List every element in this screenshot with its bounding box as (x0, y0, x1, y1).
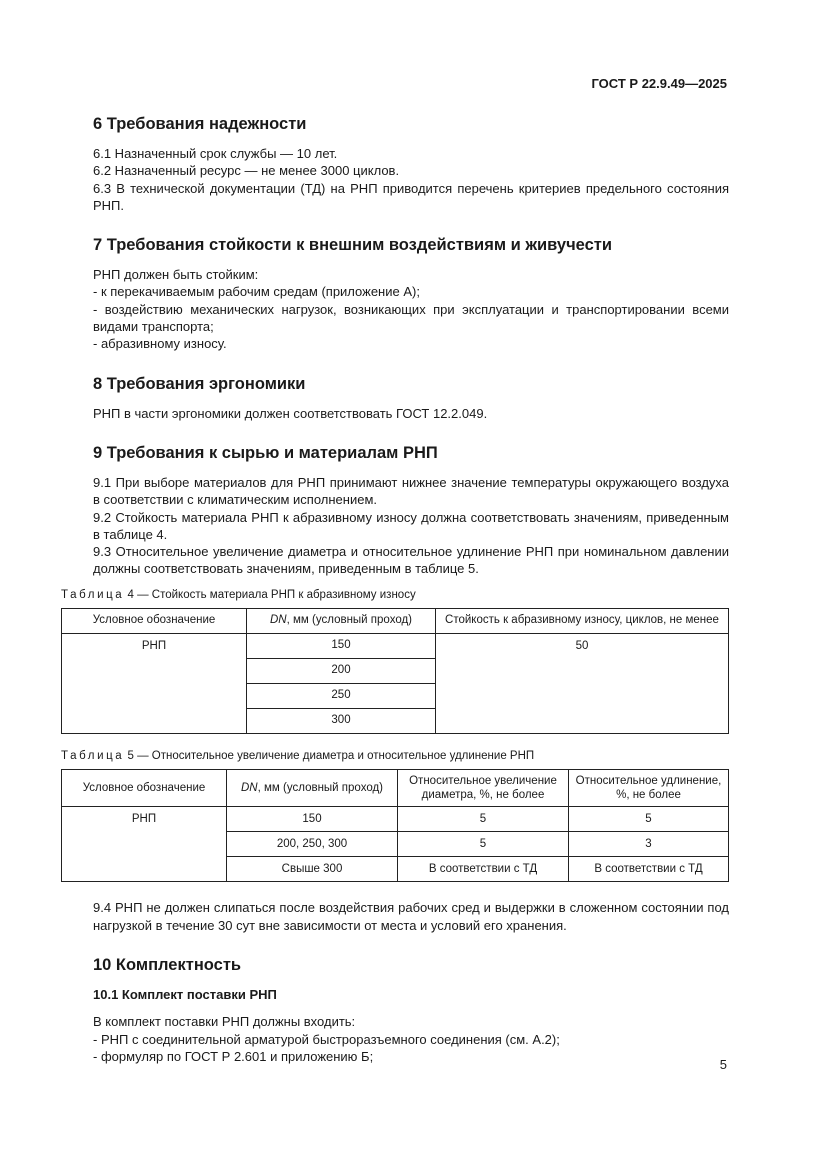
list-item: - абразивному износу. (93, 336, 227, 352)
designation-cell: РНП (62, 807, 227, 882)
standard-number: ГОСТ Р 22.9.49—2025 (591, 76, 727, 91)
header-italic: DN (270, 614, 287, 627)
page-content (61, 113, 729, 1065)
paragraph: 9.1 При выборе материалов для РНП принимают нижнее значение температуры окружающего воздуха в соответствии с климатическим исполнением. (93, 474, 729, 508)
table-5-caption (61, 748, 729, 765)
page-number: 5 (719, 1057, 727, 1072)
header-cell: Стойкость к абразивному износу, циклов, не менее (436, 609, 729, 634)
table-4-caption (61, 587, 729, 604)
paragraph: РНП должен быть стойким: (93, 267, 259, 283)
paragraph: 9.4 РНП не должен слипаться после воздействия рабочих сред и выдержки в сложенном состоянии под нагрузкой в течение 30 сут вне зависимости от места и условий его хранения. (93, 900, 729, 933)
increase-cell: В соответствии с ТД (398, 857, 569, 882)
paragraph: 9.2 Стойкость материала РНП к абразивному износу должна соответствовать значениям, приведенным в таблице 4. (93, 509, 729, 542)
designation-cell: РНП (62, 634, 247, 734)
list-item: - формуляр по ГОСТ Р 2.601 и приложению Б; (93, 1048, 374, 1064)
increase-cell: 5 (398, 807, 569, 832)
paragraph: 6.1 Назначенный срок службы — 10 лет. (93, 146, 338, 161)
section-title: 7 Требования стойкости к внешним воздействиям и живучести (93, 236, 613, 255)
table-label: Таблица (61, 588, 125, 601)
elongation-cell: 3 (569, 832, 729, 857)
dn-cell: 150 (227, 807, 398, 832)
resistance-cell: 50 (436, 634, 729, 734)
header-cell: Условное обозначение (62, 770, 227, 807)
section-8 (93, 373, 729, 422)
section-title: 9 Требования к сырью и материалам РНП (93, 443, 438, 462)
section-title: 6 Требования надежности (93, 115, 307, 133)
dn-cell: 300 (247, 709, 436, 734)
header-cell: Условное обозначение (62, 609, 247, 634)
section-title: 10 Комплектность (93, 955, 242, 974)
list-item: - РНП с соединительной арматурой быстроразъемного соединения (см. А.2); (93, 1031, 560, 1047)
header-cell: Относительное увеличение диаметра, %, не более (398, 770, 569, 807)
dn-cell: Свыше 300 (227, 857, 398, 882)
table-caption-text: 4 — Стойкость материала РНП к абразивному износу (127, 588, 416, 601)
table-label: Таблица (61, 750, 125, 763)
section-7 (93, 234, 729, 352)
dn-cell: 200, 250, 300 (227, 832, 398, 857)
section-6 (93, 113, 729, 214)
header-cell (227, 770, 398, 807)
section-9 (61, 442, 729, 934)
header-rest: , мм (условный проход) (257, 782, 383, 795)
dn-cell: 200 (247, 659, 436, 684)
table-row (62, 634, 729, 659)
elongation-cell: 5 (569, 807, 729, 832)
header-italic: DN (241, 782, 258, 795)
dn-cell: 150 (247, 634, 436, 659)
table-caption-text: 5 — Относительное увеличение диаметра и относительное удлинение РНП (127, 750, 535, 763)
paragraph: В комплект поставки РНП должны входить: (93, 1014, 356, 1030)
header-cell: Относительное удлинение, %, не более (569, 770, 729, 807)
header-rest: , мм (условный проход) (286, 614, 412, 627)
list-item: - воздействию механических нагрузок, возникающих при эксплуатации и транспортировании всеми видами транспорта; (93, 301, 729, 335)
table-header-row (62, 609, 729, 634)
paragraph: 6.2 Назначенный ресурс — не менее 3000 циклов. (93, 163, 400, 179)
section-title: 8 Требования эргономики (93, 374, 306, 393)
table-header-row (62, 770, 729, 807)
table-row (62, 807, 729, 832)
subsection-title: 10.1 Комплект поставки РНП (93, 986, 277, 1002)
elongation-cell: В соответствии с ТД (569, 857, 729, 882)
table-5 (61, 769, 729, 882)
table-4 (61, 608, 729, 734)
increase-cell: 5 (398, 832, 569, 857)
dn-cell: 250 (247, 684, 436, 709)
paragraph: 9.3 Относительное увеличение диаметра и относительное удлинение РНП при номинальном давлении должны соответствовать значениям, приведенным в таблице 5. (93, 544, 729, 577)
section-10 (93, 954, 729, 1065)
paragraph: 6.3 В технической документации (ТД) на РНП приводится перечень критериев предельного состояния РНП. (93, 180, 729, 213)
list-item: - к перекачиваемым рабочим средам (приложение А); (93, 284, 420, 300)
paragraph: РНП в части эргономики должен соответствовать ГОСТ 12.2.049. (93, 405, 488, 421)
header-cell (247, 609, 436, 634)
